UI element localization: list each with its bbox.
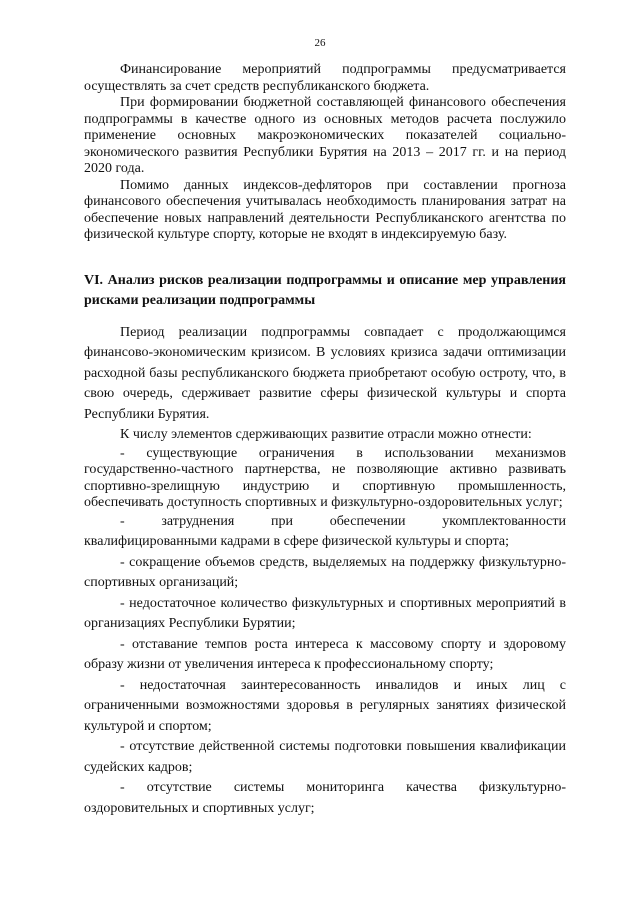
page-number: 26 (314, 37, 326, 49)
list-item: - отставание темпов роста интереса к массовому спорту и здоровому образу жизни от увеличения интереса к профессиональному спорту; (84, 636, 566, 672)
list-item: - затруднения при обеспечении укомплектованности квалифицированными кадрами в сфере физической культуры и спорта; (84, 513, 566, 549)
paragraph-budget-method: При формировании бюджетной составляющей финансового обеспечения подпрограммы в качестве одного из основных методов расчета послужило применение основных макроэкономических показателей социально-экономического развития Республики Бурятия на 2013 – 2017 гг. и на период 2020 года. (84, 95, 566, 176)
paragraph-financing: Финансирование мероприятий подпрограммы предусматривается осуществлять за счет средств республиканского бюджета. (84, 62, 566, 94)
paragraph-constraints-intro: К числу элементов сдерживающих развитие отрасли можно отнести: (120, 427, 532, 442)
paragraph-crisis: Период реализации подпрограммы совпадает с продолжающимся финансово-экономическим кризисом. В условиях кризиса задачи оптимизации расходной базы республиканского бюджета приобретают особую остроту, что, в свою очередь, сдерживает развитие сферы физической культуры и спорта Республики Бурятия. (84, 324, 566, 422)
paragraph-deflators: Помимо данных индексов-дефляторов при составлении прогноза финансового обеспечения учитывалась необходимость планирования затрат на обеспечение новых направлений деятельности Республиканского агентства по физической культуре спорту, которые не входят в индексируемую базу. (84, 177, 566, 242)
page-content (84, 62, 566, 819)
list-item: - отсутствие системы мониторинга качества физкультурно-оздоровительных и спортивных услуг; (84, 780, 566, 816)
list-item: - сокращение объемов средств, выделяемых на поддержку физкультурно-спортивных организаций; (84, 554, 566, 590)
section-heading: VI. Анализ рисков реализации подпрограммы и описание мер управления рисками реализации подпрограммы (84, 272, 566, 308)
list-item: - существующие ограничения в использовании механизмов государственно-частного партнерства, не позволяющие активно развивать спортивно-зрелищную индустрию и спортивную промышленность, обеспечивать доступность спортивных и физкультурно-оздоровительных услуг; (84, 445, 566, 510)
list-item: - недостаточное количество физкультурных и спортивных мероприятий в организациях Республики Бурятии; (84, 595, 566, 631)
list-item: - отсутствие действенной системы подготовки повышения квалификации судейских кадров; (84, 739, 566, 775)
list-item: - недостаточная заинтересованность инвалидов и иных лиц с ограниченными возможностями здоровья в регулярных занятиях физической культурой и спортом; (84, 677, 566, 734)
